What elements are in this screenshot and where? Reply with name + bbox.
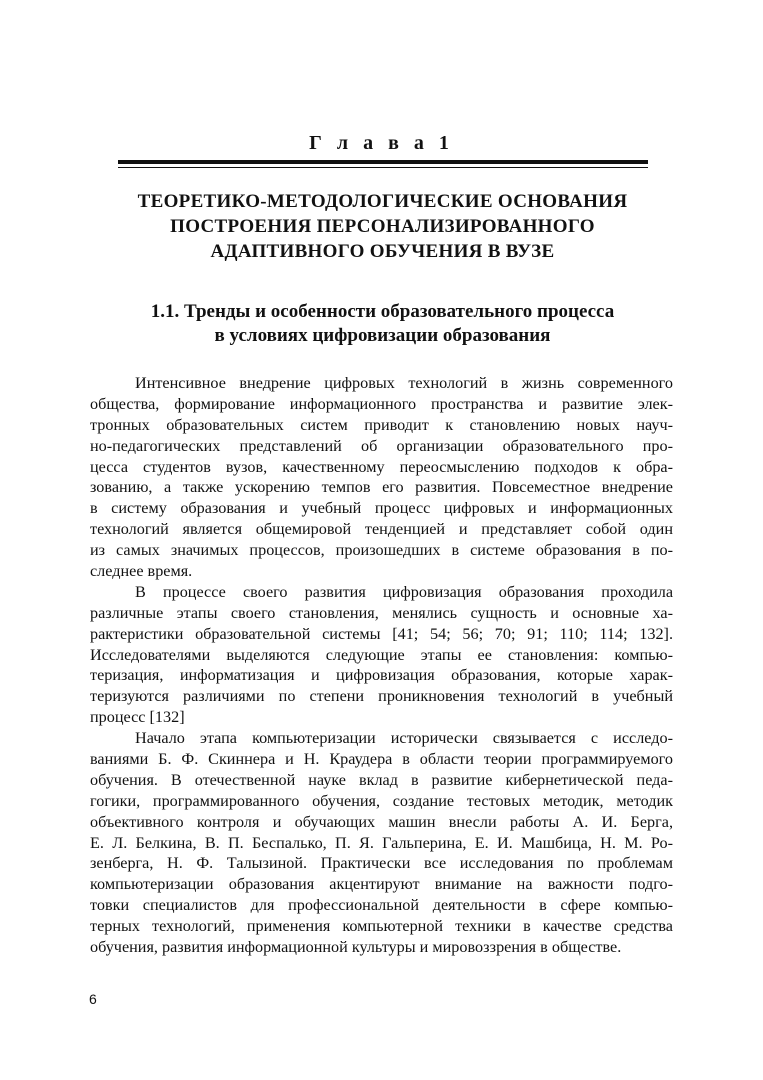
text-line: из самых значимых процессов, произошедших в системе образования в по-: [90, 541, 673, 560]
text-line: теризация, информатизация и цифровизация образования, которые харак-: [90, 666, 673, 685]
text-line: зенберга, Н. Ф. Талызиной. Практически все исследования по проблемам: [90, 854, 673, 873]
text-line: процесс [132]: [90, 708, 185, 727]
paragraph-3: [90, 728, 673, 958]
text-line: ваниями Б. Ф. Скиннера и Н. Краудера в области теории программируемого: [90, 750, 673, 769]
paragraph-2: [90, 582, 673, 728]
text-line: Интенсивное внедрение цифровых технологий в жизнь современного: [135, 374, 673, 392]
chapter-label: Г л а в а 1: [309, 132, 454, 154]
chapter-title: [90, 189, 675, 264]
text-line: рактеристики образовательной системы [41; 54; 56; 70; 91; 110; 114; 132].: [90, 624, 673, 643]
text-line: обучения, развития информационной культуры и мировоззрения в обществе.: [90, 938, 622, 957]
body-text: [90, 373, 673, 958]
chapter-title-line: АДАПТИВНОГО ОБУЧЕНИЯ В ВУЗЕ: [210, 241, 555, 262]
text-line: общества, формирование информационного пространства и развитие элек-: [90, 394, 673, 413]
text-line: но-педагогических представлений об организации образовательного про-: [90, 436, 673, 455]
chapter-title-line: ПОСТРОЕНИЯ ПЕРСОНАЛИЗИРОВАННОГО: [170, 216, 595, 237]
text-line: товки специалистов для профессиональной деятельности в сфере компью-: [90, 896, 673, 915]
text-line: Е. Л. Белкина, В. П. Беспалько, П. Я. Гальперина, Е. И. Машбица, Н. М. Ро-: [90, 833, 673, 852]
chapter-title-line: ТЕОРЕТИКО-МЕТОДОЛОГИЧЕСКИЕ ОСНОВАНИЯ: [137, 191, 628, 212]
text-line: компьютеризации образования акцентируют внимание на важности подго-: [90, 875, 673, 894]
text-line: цесса студентов вузов, качественному переосмыслению подходов к обра-: [90, 457, 673, 476]
text-line: зованию, а также ускорению темпов его развития. Повсеместное внедрение: [90, 478, 673, 497]
text-line: объективного контроля и обучающих машин внесли работы А. И. Берга,: [90, 812, 673, 831]
text-line: терных технологий, применения компьютерной техники в качестве средства: [90, 917, 673, 936]
text-line: Начало этапа компьютеризации исторически связывается с исследо-: [135, 729, 673, 748]
text-line: В процессе своего развития цифровизация образования проходила: [135, 582, 673, 601]
text-line: гогики, программированного обучения, создание тестовых методик, методик: [90, 791, 673, 810]
section-title-line: 1.1. Тренды и особенности образовательного процесса: [150, 301, 615, 322]
text-line: технологий является общемировой тенденцией и представляет собой один: [90, 520, 673, 539]
text-line: Исследователями выделяются следующие этапы ее становления: компью-: [90, 645, 673, 664]
chapter-rule-thin: [118, 167, 648, 168]
page-number: 6: [89, 991, 97, 1007]
section-title-line: в условиях цифровизации образования: [214, 325, 551, 346]
text-line: в систему образования и учебный процесс цифровых и информационных: [90, 499, 673, 518]
text-line: тронных образовательных систем приводит к становлению новых науч-: [90, 415, 673, 434]
chapter-rule-thick: [118, 160, 648, 164]
section-title: [90, 300, 675, 348]
paragraph-1: [90, 373, 673, 582]
text-line: следнее время.: [90, 562, 193, 581]
text-line: теризуются различиями по степени проникновения технологий в учебный: [90, 687, 673, 706]
text-line: обучения. В отечественной науке вклад в развитие кибернетической педа-: [90, 770, 673, 789]
text-line: различные этапы своего становления, менялись сущность и основные ха-: [90, 603, 673, 622]
